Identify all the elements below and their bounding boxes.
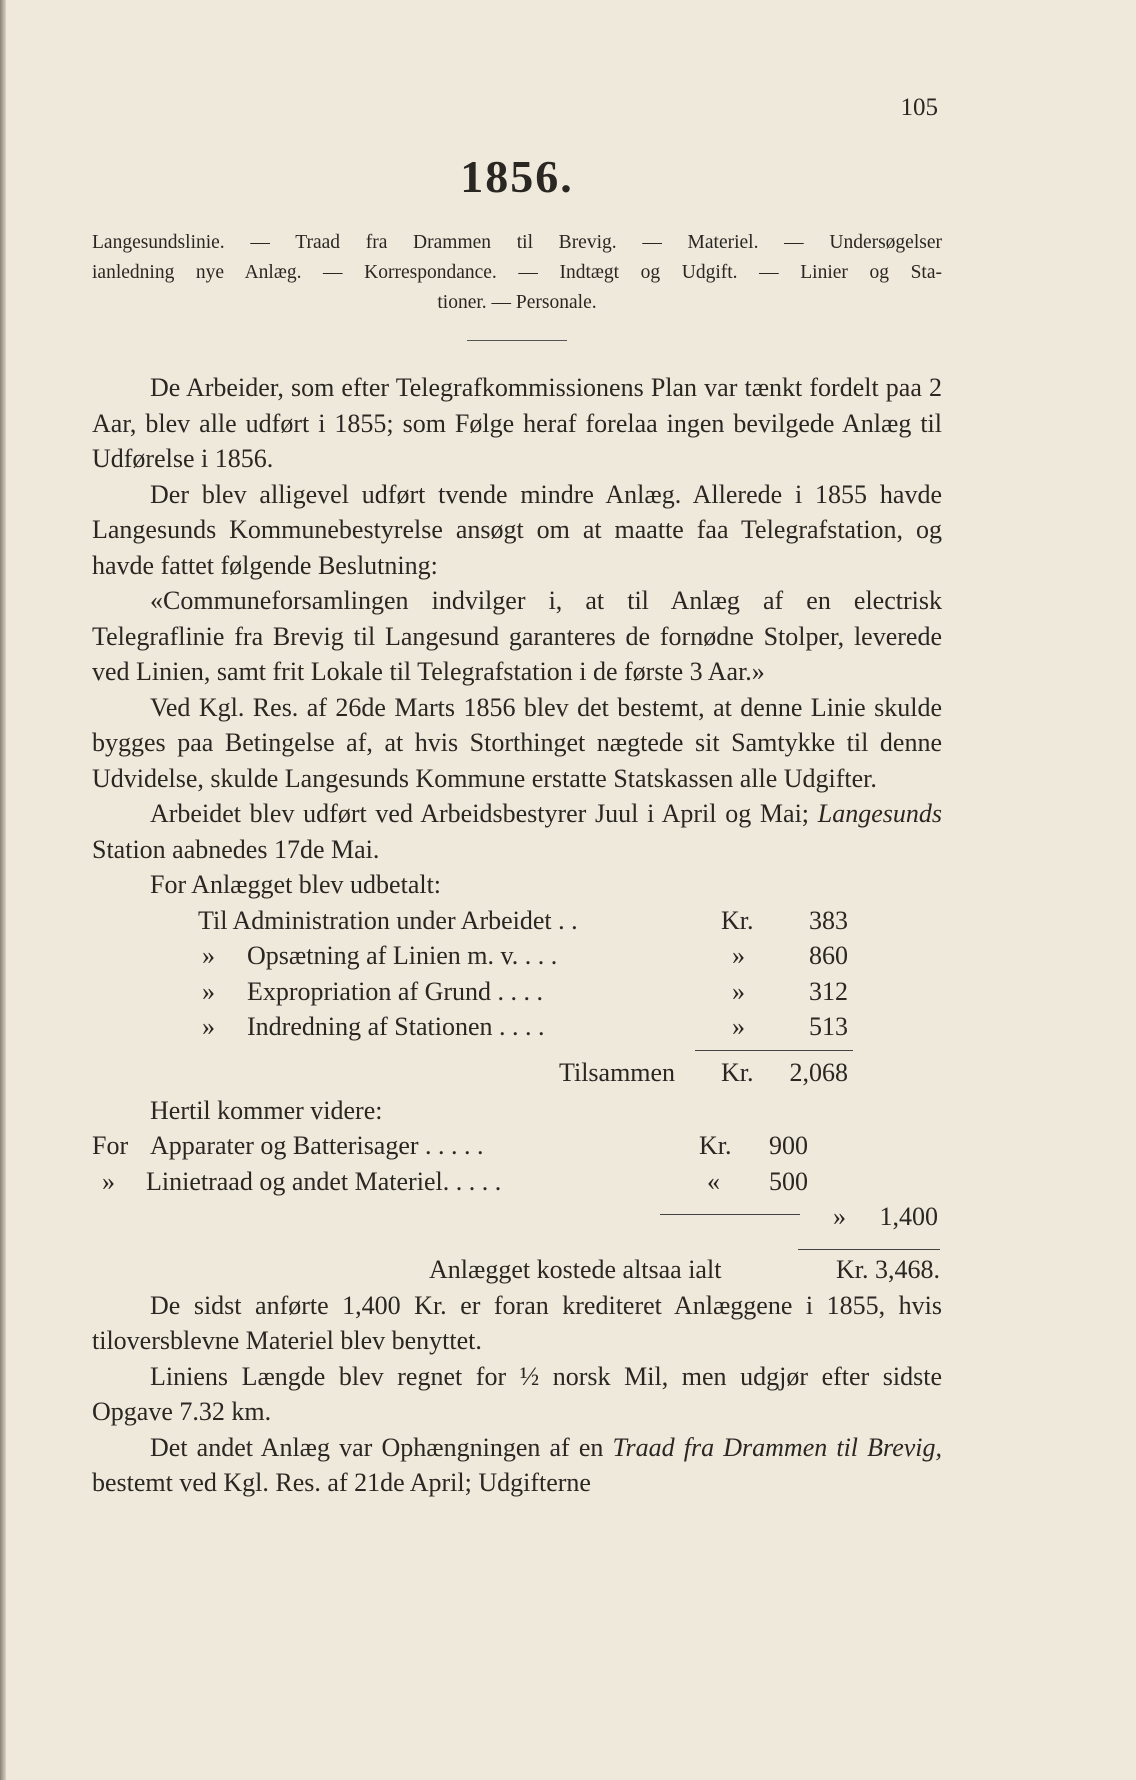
chapter-year-heading: 1856. [460,151,574,202]
ledger-total-row [92,1045,942,1093]
ledger-currency: « [707,1166,720,1196]
ledger-ditto: » [202,976,215,1006]
ledger-label: Expropriation af Grund . . . . [247,976,544,1006]
grand-total-amount: Kr. 3,468. [836,1254,940,1284]
ledger-currency: » [732,941,745,970]
paragraph-4: Ved Kgl. Res. af 26de Marts 1856 blev det bestemt, at denne Linie skulde bygges paa Betingelse af, at hvis Storthinget nægtede sit Samtykke til denne Udvidelse, skulde Langesunds Kommune erstatte Statskassen alle Udgifter. [92,692,942,793]
ledger-amount: 513 [809,1012,848,1041]
paragraph-5-text-a: Arbeidet blev udført ved Arbeidsbestyrer Juul i April og Mai; [150,799,810,828]
ledger-row [92,903,942,939]
paragraph-6: For Anlægget blev udbetalt: [150,870,442,899]
ledger-currency: » [732,1012,745,1041]
ledger-expenses [92,903,942,1093]
paragraph-9: De sidst anførte 1,400 Kr. er foran krediteret Anlæggene i 1855, hvis tiloversblevne Materiel blev benyttet. [92,1290,942,1355]
chapter-summary [92,228,942,318]
paragraph-7: Hertil kommer videre: [150,1095,383,1125]
ledger-ditto: » [202,1012,215,1041]
ledger-total-amount: 2,068 [789,1057,848,1087]
ledger-amount: 383 [809,905,848,935]
summary-line-3: tioner. — Personale. [437,292,597,313]
paragraph-11-text-a: Det andet Anlæg var Ophængningen af en [150,1432,604,1462]
paragraph-5-text-b: Station aabnedes 17de Mai. [92,834,380,864]
ledger-amount: 312 [809,976,848,1006]
paragraph-10: Liniens Længde blev regnet for ½ norsk Mil, men udgjør efter sidste Opgave 7.32 km. [92,1361,942,1426]
ledger-amount: 500 [769,1166,808,1196]
ledger-currency: Kr. [721,905,754,935]
subtotal-rule [660,1214,800,1215]
page-number: 105 [900,94,938,121]
grand-total-label: Anlægget kostede altsaa ialt [429,1254,722,1284]
ledger-total-currency: Kr. [721,1057,754,1087]
paragraph-2: Der blev alligevel udført tvende mindre Anlæg. Allerede i 1855 havde Langesunds Kommunebestyrelse ansøgt om at maatte faa Telegrafstation, og havde fattet følgende Beslutning: [92,479,942,580]
paragraph-11 [92,1430,942,1501]
summary-line-1: Langesundslinie. — Traad fra Drammen til Brevig. — Materiel. — Undersøgelser [92,232,942,253]
ledger-row [92,1164,942,1200]
ledger-label: Indredning af Stationen . . . . [247,1012,545,1041]
ledger-currency: » [732,976,745,1006]
paragraph-1: De Arbeider, som efter Telegrafkommissionens Plan var tænkt fordelt paa 2 Aar, blev alle udført i 1855; som Følge heraf forelaa ingen bevilgede Anlæg til Udførelse i 1856. [92,373,942,473]
ledger-label: Apparater og Batterisager . . . . . [150,1131,484,1160]
paragraph-11-italic: Traad fra Drammen til Brevig, [612,1432,943,1462]
ledger-row [92,974,942,1010]
ledger-row [92,1128,942,1164]
ledger-amount: 860 [809,941,848,970]
paragraph-3-quote: «Communeforsamlingen indvilger i, at til Anlæg af en electrisk Telegraflinie fra Brevig til Langesund garanteres de fornødne Stolper, leverede ved Linien, samt frit Lokale til Telegrafstation i de første 3 Aar.» [92,586,942,686]
ledger-total-label: Tilsammen [559,1057,676,1087]
sum-rule [695,1050,853,1051]
paragraph-5-italic: Langesunds [817,799,943,828]
ledger-row [92,938,942,974]
ledger-subtotal-amount: 1,400 [879,1202,938,1231]
ledger-subtotal-ditto: » [833,1202,846,1231]
ledger-amount: 900 [769,1131,808,1160]
ledger-row [92,1009,942,1045]
ledger-currency: Kr. [699,1131,732,1160]
paragraph-11-text-b: bestemt ved Kgl. Res. af 21de April; Udgifterne [92,1468,591,1497]
ledger-grand-total-row [92,1235,942,1288]
ledger-label: Til Administration under Arbeidet . . [198,905,578,935]
ledger-additional [92,1128,942,1288]
paragraph-5 [92,796,942,867]
ledger-ditto: » [102,1166,115,1196]
page-edge [0,0,6,1780]
summary-line-2: ianledning nye Anlæg. — Korrespondance. — Indtægt og Udgift. — Linier og Sta- [92,262,942,283]
ledger-ditto: » [202,941,215,970]
grand-total-rule [798,1249,940,1250]
ledger-subtotal-row [92,1199,942,1235]
ledger-label: Opsætning af Linien m. v. . . . [247,941,558,970]
ledger-label: Linietraad og andet Materiel. . . . . [146,1166,502,1196]
body-text [92,370,942,1501]
section-divider [467,340,567,341]
ledger-prefix: For [92,1131,129,1160]
